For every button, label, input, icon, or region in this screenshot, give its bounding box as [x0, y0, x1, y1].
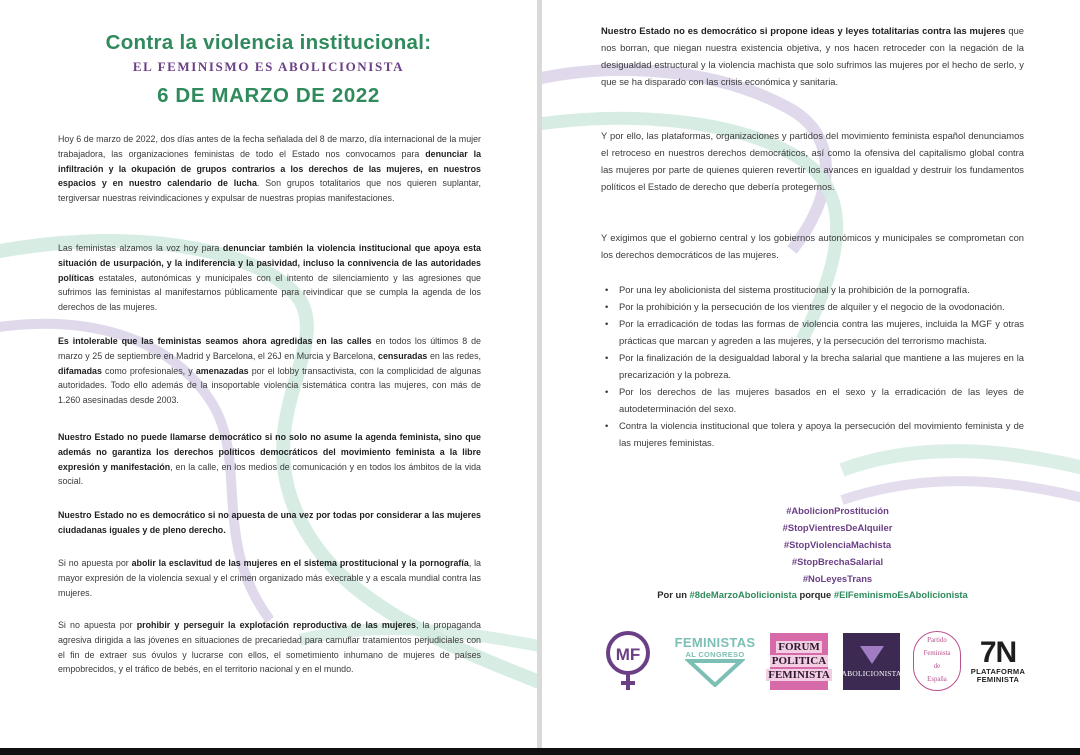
hashtag: #NoLeyesTrans — [802, 573, 873, 584]
text: que nos borran, que niegan nuestra existencia objetiva, y nos hacen retroceder con la negación de la desigualdad estructural y la violencia machista que solo sufrimos las mujeres por el hecho de serlo, y que se ha disparado con las crisis económica y sanitaria. — [601, 25, 1025, 87]
text: estatales, autonómicas y municipales con el intento de silenciamiento y las agresiones que sufrimos las feministas al manifestarnos públicamente para reivindicar que se cumpla la agenda de los derechos de las mujeres. — [58, 272, 481, 313]
closing-middle: porque — [796, 589, 834, 600]
bold-text: abolir la esclavitud de las mujeres en el sistema prostitucional y la pornografía — [131, 558, 469, 568]
paragraph — [601, 127, 1024, 195]
paragraph — [58, 618, 481, 677]
paragraph — [58, 334, 481, 408]
fac-subtitle: AL CONGRESO — [685, 649, 745, 659]
list-item: • Por una ley abolicionista del sistema prostitucional y la prohibición de la pornografía. — [601, 281, 1024, 298]
hashtag: #StopVientresDeAlquiler — [782, 522, 893, 533]
partido-feminista-logo — [911, 630, 963, 692]
bold-text: Es intolerable que las feministas seamos ahora agredidas en las calles — [58, 336, 372, 346]
list-item: • Por la erradicación de todas las formas de violencia contra las mujeres, incluida la MGF y otras prácticas que marcan y agreden a las mujeres, y la persecución del terrorismo machista. — [601, 315, 1024, 349]
bold-text: Nuestro Estado no es democrático si no apuesta de una vez por todas por considerar a las mujeres ciudadanas iguales y de pleno derecho. — [58, 510, 481, 535]
list-item: • Contra la violencia institucional que tolera y apoya la persecución del movimiento feminista y de las mujeres feministas. — [601, 417, 1024, 451]
bottom-edge — [0, 748, 1080, 755]
text: Y por ello, las plataformas, organizaciones y partidos del movimiento feminista español denunciamos el retroceso en nuestros derechos democráticos, así como la ofensiva del capitalismo global contra las mujeres por parte de quienes quieren revertir los avances en igualdad y destruir los fundamentos políticos el Estado de derecho que debería protegernos. — [601, 130, 1024, 192]
text: en todos los últimos 8 de marzo y 25 de septiembre en Madrid y Barcelona, el 26J en Murcia y Barcelona, — [58, 336, 481, 361]
page-title: Contra la violencia institucional: — [105, 31, 432, 54]
text: Las feministas alzamos la voz hoy para — [58, 243, 223, 253]
page-date: 6 DE MARZO DE 2022 — [157, 84, 380, 107]
bold-text: denunciar la infiltración y la okupación de grupos contrarios a los derechos de las mujeres, en nuestros espacios y en nuestro calendario de lucha — [58, 148, 482, 189]
bold-text: censuradas — [378, 350, 428, 361]
paragraph — [601, 229, 1024, 263]
pfe-line: Partido — [927, 637, 947, 644]
paragraph — [601, 22, 1024, 90]
7n-subtitle: PLATAFORMA — [970, 667, 1026, 676]
bold-text: Nuestro Estado no es democrático si propone ideas y leyes totalitarias contra las mujeres — [601, 25, 1006, 36]
bold-text: denunciar también la violencia institucional que apoya esta situación de usurpación, y la indiferencia y la pasividad, incluso la connivencia de las autoridades políticas — [58, 243, 481, 283]
female-symbol-icon — [603, 630, 653, 692]
movimiento-feminista-logo — [602, 630, 654, 692]
paragraph — [58, 430, 481, 489]
pfe-line: Feminista — [923, 650, 951, 657]
plataforma-7n-logo — [968, 630, 1028, 692]
text: como profesionales, y — [101, 365, 196, 376]
fac-title: FEMINISTAS — [674, 634, 756, 650]
page-subtitle: EL FEMINISMO ES ABOLICIONISTA — [132, 59, 405, 74]
demands-list — [601, 281, 1024, 451]
feministas-al-congreso-logo — [672, 630, 758, 692]
paragraph — [58, 132, 481, 206]
list-item: • Por la prohibición y la persecución de los vientres de alquiler y el negocio de la ovodonación. — [601, 298, 1024, 315]
list-item: • Por los derechos de las mujeres basados en el sexo y la erradicación de las leyes de autodeterminación del sexo. — [601, 383, 1024, 417]
text: . Son grupos totalitarios que nos quieren suplantar, tergiversar nuestras reivindicaciones y expulsar de nuestras propias manifestaciones. — [58, 178, 481, 204]
text: Hoy 6 de marzo de 2022, dos días antes de la fecha señalada del 8 de marzo, día internacional de la mujer trabajadora, las organizaciones feministas de todo el Estado nos convocamos para — [58, 134, 481, 159]
closing-prefix: Por un — [657, 589, 690, 600]
forum-politica-feminista-logo — [768, 630, 830, 692]
text: , en la calle, en los medios de comunicación y en todos los ámbitos de la vida social. — [58, 461, 481, 487]
hashtag: #StopViolenciaMachista — [783, 539, 892, 550]
closing-hashtag: #ElFeminismoEsAbolicionista — [833, 589, 968, 600]
left-page — [0, 0, 537, 748]
text: en las redes, — [427, 350, 482, 361]
paragraph — [58, 241, 481, 315]
text: , la propaganda agresiva dirigida a las jóvenes en situaciones de precariedad para camuflar tratamientos perjudiciales con el fin de extraer sus óvulos y lucrarse con ellos, el sometimiento inhumano de mujeres de países empobrecidos, y el tráfico de bebés, en el territorio nacional y en el mundo. — [58, 620, 481, 675]
abolicionista-logo — [843, 630, 900, 692]
list-item: • Por la finalización de la desigualdad laboral y la brecha salarial que mantiene a las mujeres en la precarización y la pobreza. — [601, 349, 1024, 383]
7n-mark: 7N — [979, 636, 1017, 669]
paragraph — [58, 556, 481, 600]
forum-line: FORUM — [778, 641, 820, 653]
hashtag: #StopBrechaSalarial — [791, 556, 884, 567]
ab-text: ABOLICIONISTA — [841, 669, 902, 678]
closing-hashtag: #8deMarzoAbolicionista — [689, 589, 797, 600]
bold-text: prohibir y perseguir la explotación reproductiva de las mujeres — [136, 620, 416, 630]
7n-subtitle: FEMINISTA — [976, 675, 1020, 684]
text: Y exigimos que el gobierno central y los gobiernos autonómicos y municipales se comprometan con los derechos democráticos de las mujeres. — [601, 232, 1024, 260]
hashtag: #AbolicionProstitución — [786, 505, 889, 516]
closing-line — [601, 588, 1024, 602]
text: Si no apuesta por — [58, 558, 132, 568]
text: por el lobby transactivista, con la complicidad de algunas autoridades. Todo ello además de la insoportable violencia sistemática contra las mujeres, con más de 1.260 asesinadas desde 2003. — [58, 365, 481, 406]
text: , la mayor expresión de la violencia sexual y el crimen organizado más execrable y a escala mundial contra las mujeres. — [58, 558, 481, 598]
text: Si no apuesta por — [58, 620, 137, 630]
forum-line: FEMINISTA — [768, 669, 830, 681]
hashtag-list — [601, 502, 1024, 587]
pfe-line: de — [933, 663, 941, 670]
paragraph — [58, 508, 481, 538]
bold-text: difamadas — [58, 365, 102, 376]
triangle-icon — [685, 659, 745, 687]
mf-text: MF — [615, 645, 641, 664]
pfe-line: España — [927, 676, 947, 683]
forum-line: POLITICA — [771, 655, 827, 667]
inverted-triangle-icon — [858, 644, 886, 666]
bold-text: amenazadas — [195, 365, 249, 376]
bold-text: Nuestro Estado no puede llamarse democrático si no solo no asume la agenda feminista, sino que además no garantiza los derechos políticos democráticos del movimiento feminista a la libre expresión y manifestación — [58, 432, 481, 472]
right-page — [542, 0, 1080, 748]
